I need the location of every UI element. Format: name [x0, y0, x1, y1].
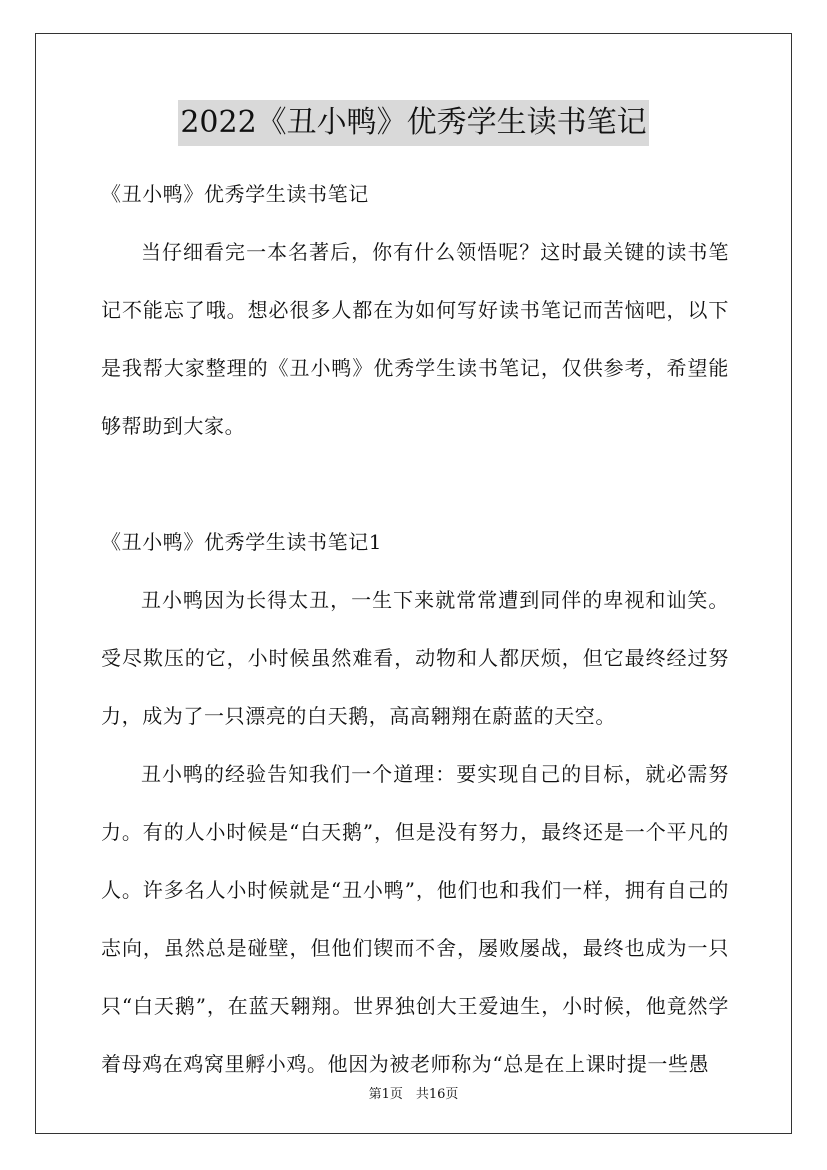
page-number: 第1页 共16页: [368, 1087, 459, 1102]
body-paragraph-1: 丑小鸭因为长得太丑，一生下来就常常遭到同伴的卑视和讪笑。受尽欺压的它，小时候虽然难看，动物和人都厌烦，但它最终经过努力，成为了一只漂亮的白天鹅，高高翱翔在蔚蓝的天空。: [101, 588, 729, 728]
section-heading: 《丑小鸭》优秀学生读书笔记1: [101, 530, 383, 554]
document-title: 2022《丑小鸭》优秀学生读书笔记: [178, 100, 648, 146]
document-body: [101, 165, 729, 1093]
document-subtitle: 《丑小鸭》优秀学生读书笔记: [101, 182, 369, 206]
paragraph-spacer: [101, 455, 729, 513]
page-footer: [0, 1083, 827, 1102]
body-paragraph-2: 丑小鸭的经验告知我们一个道理：要实现自己的目标，就必需努力。有的人小时候是“白天鹅”，但是没有努力，最终还是一个平凡的人。许多名人小时候就是“丑小鸭”，他们也和我们一样，拥有自己的志向，虽然总是碰壁，但他们锲而不舍，屡败屡战，最终也成为一只只“白天鹅”，在蓝天翱翔。世界独创大王爱迪生，小时候，他竟然学着母鸡在鸡窝里孵小鸡。他因为被老师称为“总是在上课时提一些愚: [101, 762, 729, 1076]
title-container: [0, 100, 827, 146]
intro-paragraph: 当仔细看完一本名著后，你有什么领悟呢？这时最关键的读书笔记不能忘了哦。想必很多人都在为如何写好读书笔记而苦恼吧，以下是我帮大家整理的《丑小鸭》优秀学生读书笔记，仅供参考，希望能够帮助到大家。: [101, 240, 729, 438]
